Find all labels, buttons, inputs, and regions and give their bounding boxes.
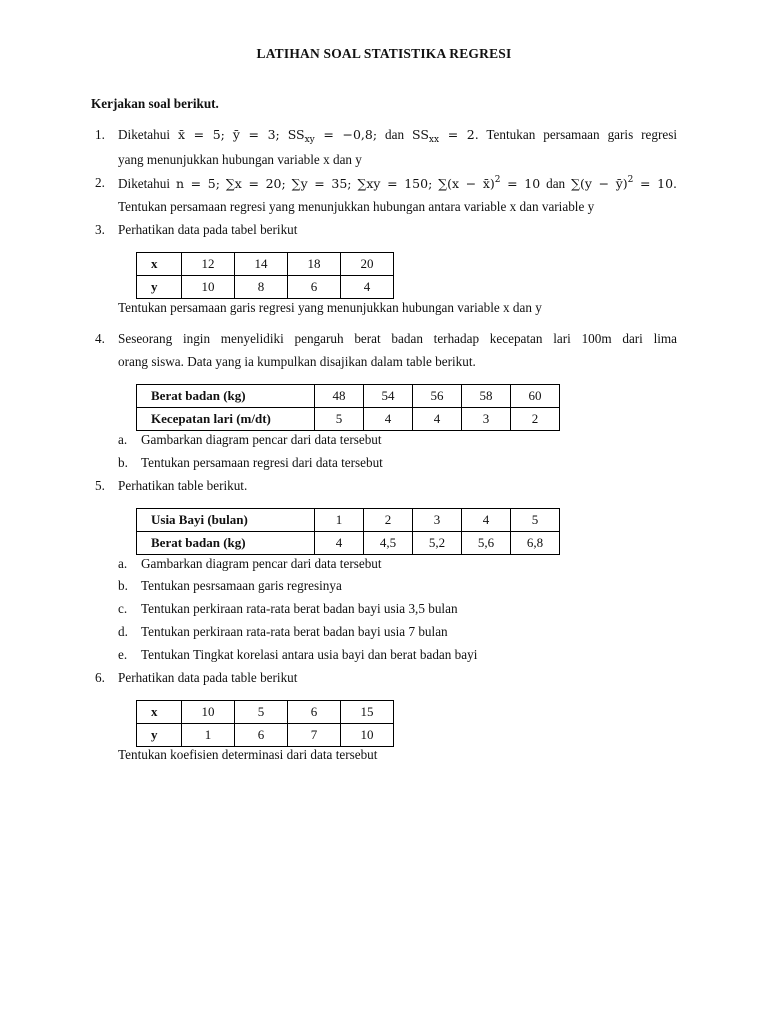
q6-table	[136, 700, 394, 747]
q1-line2: yang menunjukkan hubungan variable x dan y	[118, 152, 362, 167]
table-row	[137, 532, 560, 555]
table-cell: 12	[182, 253, 235, 276]
table-cell: 6	[288, 701, 341, 724]
table-cell: 2	[364, 509, 413, 532]
table-cell-label: x	[137, 253, 182, 276]
table-cell: 15	[341, 701, 394, 724]
table-row	[137, 724, 394, 747]
table-cell: 10	[341, 724, 394, 747]
q5-item-e-letter: e.	[118, 647, 128, 662]
q3-number: 3.	[95, 222, 105, 237]
q4-number: 4.	[95, 331, 105, 346]
table-cell: 8	[235, 276, 288, 299]
q4-line2: orang siswa. Data yang ia kumpulkan disajikan dalam table berikut.	[118, 354, 476, 369]
table-cell: 5,6	[462, 532, 511, 555]
table-cell-label: Kecepatan lari (m/dt)	[137, 408, 315, 431]
table-cell-label: y	[137, 276, 182, 299]
q5-item-d-letter: d.	[118, 624, 128, 639]
table-cell: 4	[364, 408, 413, 431]
table-cell: 2	[511, 408, 560, 431]
q5-item-b-letter: b.	[118, 578, 128, 593]
q4-item-a-letter: a.	[118, 432, 128, 447]
table-cell: 3	[413, 509, 462, 532]
table-cell: 5	[235, 701, 288, 724]
table-row	[137, 701, 394, 724]
table-cell: 10	[182, 276, 235, 299]
table-cell-label: Usia Bayi (bulan)	[137, 509, 315, 532]
table-cell: 56	[413, 385, 462, 408]
q4-table	[136, 384, 560, 431]
q4-item-a-text: Gambarkan diagram pencar dari data tersebut	[141, 432, 382, 447]
q6-after-text: Tentukan koefisien determinasi dari data tersebut	[118, 747, 378, 762]
table-cell: 48	[315, 385, 364, 408]
q6-text: Perhatikan data pada table berikut	[118, 670, 298, 685]
table-cell: 58	[462, 385, 511, 408]
table-cell: 3	[462, 408, 511, 431]
table-cell: 1	[315, 509, 364, 532]
q6-number: 6.	[95, 670, 105, 685]
table-cell: 54	[364, 385, 413, 408]
q5-item-a-text: Gambarkan diagram pencar dari data tersebut	[141, 556, 382, 571]
q3-table	[136, 252, 394, 299]
q3-text: Perhatikan data pada tabel berikut	[118, 222, 298, 237]
q5-item-d-text: Tentukan perkiraan rata-rata berat badan bayi usia 7 bulan	[141, 624, 448, 639]
q5-item-c-text: Tentukan perkiraan rata-rata berat badan bayi usia 3,5 bulan	[141, 601, 458, 616]
q3-after-text: Tentukan persamaan garis regresi yang menunjukkan hubungan variable x dan y	[118, 300, 542, 315]
q2-line1: Diketahui n = 5; ∑x = 20; ∑y = 35; ∑xy = 150; ∑(x − x̄)$^2$ = 10 dan ∑(y − ȳ)$^2$ = 10.	[118, 175, 678, 191]
q5-item-c-letter: c.	[118, 601, 128, 616]
table-cell-label: Berat badan (kg)	[137, 385, 315, 408]
q5-item-b-text: Tentukan pesrsamaan garis regresinya	[141, 578, 342, 593]
table-cell: 5	[511, 509, 560, 532]
q4-line1: Seseorang ingin menyelidiki pengaruh berat badan terhadap kecepatan lari 100m dari lima	[118, 331, 678, 346]
q5-number: 5.	[95, 478, 105, 493]
q4-item-b-letter: b.	[118, 455, 128, 470]
table-cell: 6	[288, 276, 341, 299]
table-cell: 6	[235, 724, 288, 747]
table-cell: 5,2	[413, 532, 462, 555]
q5-item-a-letter: a.	[118, 556, 128, 571]
table-cell: 4	[413, 408, 462, 431]
q5-table	[136, 508, 560, 555]
q5-item-e-text: Tentukan Tingkat korelasi antara usia bayi dan berat badan bayi	[141, 647, 478, 662]
table-cell: 4	[315, 532, 364, 555]
table-cell: 7	[288, 724, 341, 747]
table-cell: 4,5	[364, 532, 413, 555]
table-cell-label: y	[137, 724, 182, 747]
table-cell: 5	[315, 408, 364, 431]
table-row	[137, 509, 560, 532]
instruction-heading: Kerjakan soal berikut.	[91, 96, 219, 111]
q5-text: Perhatikan table berikut.	[118, 478, 248, 493]
table-row	[137, 253, 394, 276]
table-cell-label: x	[137, 701, 182, 724]
table-cell: 18	[288, 253, 341, 276]
q1-line1: Diketahui x̄ = 5; ȳ = 3; $SS_{xy} = -0,8$; dan $SS_{xx} = 2$. Tentukan persamaan garis regresi	[118, 127, 678, 145]
table-cell: 4	[341, 276, 394, 299]
q1-number: 1.	[95, 127, 105, 142]
table-cell: 10	[182, 701, 235, 724]
q2-line2: Tentukan persamaan regresi yang menunjukkan hubungan antara variable x dan variable y	[118, 199, 595, 214]
table-cell: 1	[182, 724, 235, 747]
table-cell: 14	[235, 253, 288, 276]
table-cell: 20	[341, 253, 394, 276]
q2-number: 2.	[95, 175, 105, 190]
q4-item-b-text: Tentukan persamaan regresi dari data tersebut	[141, 455, 383, 470]
table-row	[137, 408, 560, 431]
table-cell: 4	[462, 509, 511, 532]
table-cell-label: Berat badan (kg)	[137, 532, 315, 555]
document-title: LATIHAN SOAL STATISTIKA REGRESI	[256, 46, 512, 61]
table-cell: 6,8	[511, 532, 560, 555]
table-row	[137, 385, 560, 408]
table-cell: 60	[511, 385, 560, 408]
table-row	[137, 276, 394, 299]
